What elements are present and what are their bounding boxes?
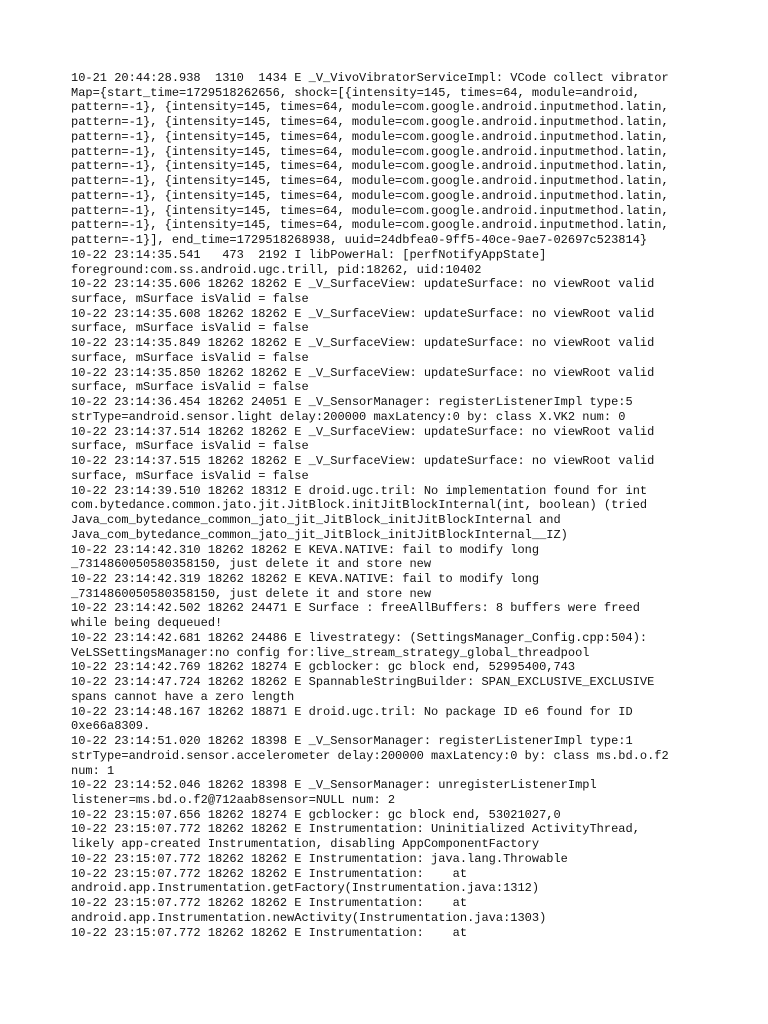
log-line: likely app-created Instrumentation, disabling AppComponentFactory <box>71 837 540 852</box>
log-line: surface, mSurface isValid = false <box>71 292 309 307</box>
log-line: pattern=-1}], end_time=1729518268938, uuid=24dbfea0-9ff5-40ce-9ae7-02697c523814} <box>71 233 648 248</box>
log-line: pattern=-1}, {intensity=145, times=64, module=com.google.android.inputmethod.latin, <box>71 115 669 130</box>
log-line: num: 1 <box>71 763 115 778</box>
log-line: 10-22 23:14:37.515 18262 18262 E _V_SurfaceView: updateSurface: no viewRoot valid <box>71 454 655 469</box>
log-line: foreground:com.ss.android.ugc.trill, pid:18262, uid:10402 <box>71 262 482 277</box>
log-line: strType=android.sensor.light delay:200000 maxLatency:0 by: class X.VK2 num: 0 <box>71 409 626 424</box>
log-line: 10-22 23:14:48.167 18262 18871 E droid.ugc.tril: No package ID e6 found for ID <box>71 704 633 719</box>
log-line: Map={start_time=1729518262656, shock=[{intensity=145, times=64, module=android, <box>71 85 640 100</box>
log-line: pattern=-1}, {intensity=145, times=64, module=com.google.android.inputmethod.latin, <box>71 174 669 189</box>
log-line: _7314860050580358150, just delete it and store new <box>71 586 432 601</box>
log-line: listener=ms.bd.o.f2@712aab8sensor=NULL num: 2 <box>71 792 396 807</box>
log-line: 10-22 23:15:07.656 18262 18274 E gcblocker: gc block end, 53021027,0 <box>71 807 561 822</box>
log-line: 10-22 23:14:35.541 473 2192 I libPowerHal: [perfNotifyAppState] <box>71 247 547 262</box>
log-line: 10-22 23:14:35.849 18262 18262 E _V_SurfaceView: updateSurface: no viewRoot valid <box>71 336 655 351</box>
log-line: 10-21 20:44:28.938 1310 1434 E _V_VivoVibratorServiceImpl: VCode collect vibrator <box>71 71 669 85</box>
log-line: Java_com_bytedance_common_jato_jit_JitBlock_initJitBlockInternal and <box>71 513 561 528</box>
log-line: while being dequeued! <box>71 616 223 631</box>
log-line: 10-22 23:14:52.046 18262 18398 E _V_SensorManager: unregisterListenerImpl <box>71 778 597 793</box>
log-line: 10-22 23:15:07.772 18262 18262 E Instrumentation: Uninitialized ActivityThread, <box>71 822 640 837</box>
log-line: surface, mSurface isValid = false <box>71 321 309 336</box>
log-line: 10-22 23:14:42.769 18262 18274 E gcblocker: gc block end, 52995400,743 <box>71 660 576 675</box>
log-line: pattern=-1}, {intensity=145, times=64, module=com.google.android.inputmethod.latin, <box>71 129 669 144</box>
log-line: pattern=-1}, {intensity=145, times=64, module=com.google.android.inputmethod.latin, <box>71 144 669 159</box>
log-line: 10-22 23:14:42.310 18262 18262 E KEVA.NATIVE: fail to modify long <box>71 542 540 557</box>
log-line: android.app.Instrumentation.getFactory(Instrumentation.java:1312) <box>71 881 540 896</box>
log-line: Java_com_bytedance_common_jato_jit_JitBlock_initJitBlockInternal__IZ) <box>71 527 568 542</box>
log-line: android.app.Instrumentation.newActivity(Instrumentation.java:1303) <box>71 910 547 925</box>
log-line: 10-22 23:14:36.454 18262 24051 E _V_SensorManager: registerListenerImpl type:5 <box>71 395 633 410</box>
log-line: _7314860050580358150, just delete it and store new <box>71 557 432 572</box>
log-line: 10-22 23:15:07.772 18262 18262 E Instrumentation: at <box>71 925 468 940</box>
log-line: 10-22 23:14:35.606 18262 18262 E _V_SurfaceView: updateSurface: no viewRoot valid <box>71 277 655 292</box>
log-line: 10-22 23:15:07.772 18262 18262 E Instrumentation: java.lang.Throwable <box>71 851 568 866</box>
log-line: pattern=-1}, {intensity=145, times=64, module=com.google.android.inputmethod.latin, <box>71 188 669 203</box>
log-line: pattern=-1}, {intensity=145, times=64, module=com.google.android.inputmethod.latin, <box>71 203 669 218</box>
log-line: 10-22 23:14:35.608 18262 18262 E _V_SurfaceView: updateSurface: no viewRoot valid <box>71 306 655 321</box>
log-line: 10-22 23:14:35.850 18262 18262 E _V_SurfaceView: updateSurface: no viewRoot valid <box>71 365 655 380</box>
log-line: 10-22 23:14:47.724 18262 18262 E SpannableStringBuilder: SPAN_EXCLUSIVE_EXCLUSIVE <box>71 675 655 690</box>
log-line: spans cannot have a zero length <box>71 689 295 704</box>
log-line: 10-22 23:15:07.772 18262 18262 E Instrumentation: at <box>71 866 468 881</box>
log-line: pattern=-1}, {intensity=145, times=64, module=com.google.android.inputmethod.latin, <box>71 218 669 233</box>
log-line: strType=android.sensor.accelerometer delay:200000 maxLatency:0 by: class ms.bd.o.f2 <box>71 748 669 763</box>
log-line: 10-22 23:15:07.772 18262 18262 E Instrumentation: at <box>71 896 468 911</box>
log-line: 10-22 23:14:51.020 18262 18398 E _V_SensorManager: registerListenerImpl type:1 <box>71 734 633 749</box>
log-line: 10-22 23:14:42.319 18262 18262 E KEVA.NATIVE: fail to modify long <box>71 571 540 586</box>
log-line: 10-22 23:14:42.681 18262 24486 E livestrategy: (SettingsManager_Config.cpp:504): <box>71 630 648 645</box>
log-line: 10-22 23:14:39.510 18262 18312 E droid.ugc.tril: No implementation found for int <box>71 483 648 498</box>
log-line: 10-22 23:14:42.502 18262 24471 E Surface : freeAllBuffers: 8 buffers were freed <box>71 601 640 616</box>
log-line: 0xe66a8309. <box>71 719 151 734</box>
log-line: surface, mSurface isValid = false <box>71 350 309 365</box>
log-line: surface, mSurface isValid = false <box>71 380 309 395</box>
log-line: VeLSSettingsManager:no config for:live_stream_strategy_global_threadpool <box>71 645 590 660</box>
log-line: surface, mSurface isValid = false <box>71 439 309 454</box>
log-line: pattern=-1}, {intensity=145, times=64, module=com.google.android.inputmethod.latin, <box>71 159 669 174</box>
log-line: pattern=-1}, {intensity=145, times=64, module=com.google.android.inputmethod.latin, <box>71 100 669 115</box>
log-text-block <box>71 71 711 940</box>
log-line: surface, mSurface isValid = false <box>71 468 309 483</box>
log-line: 10-22 23:14:37.514 18262 18262 E _V_SurfaceView: updateSurface: no viewRoot valid <box>71 424 655 439</box>
log-line: com.bytedance.common.jato.jit.JitBlock.initJitBlockInternal(int, boolean) (tried <box>71 498 648 513</box>
